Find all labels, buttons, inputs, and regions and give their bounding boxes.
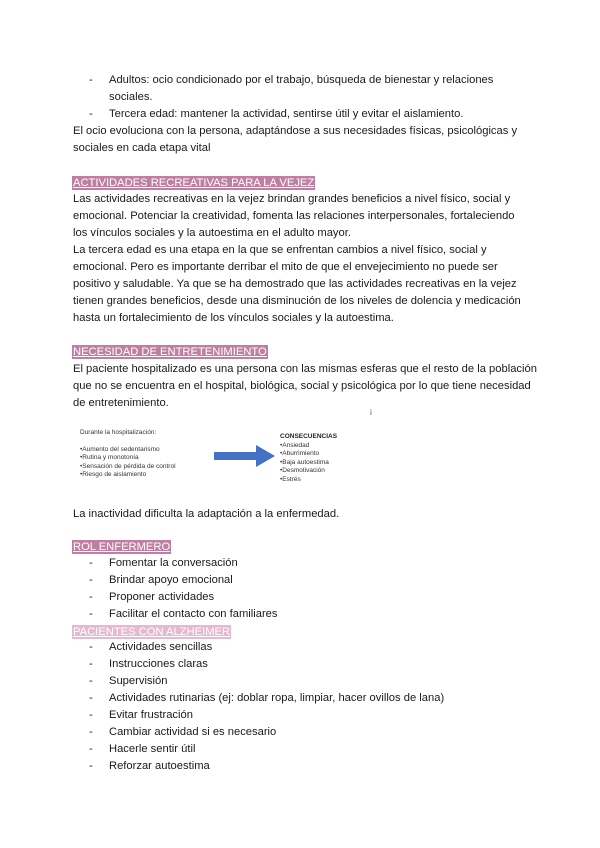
list-item [73,741,553,758]
bullet-dash: - [89,574,93,586]
paragraph-line: La tercera edad es una etapa en la que se enfrentan cambios a nivel físico, social y [73,244,487,256]
bullet-dash: - [89,608,93,620]
list-item [73,656,553,673]
list-item [73,72,553,106]
paragraph-line: emocional. Pero es importante derribar el mito de que el envejecimiento no puede ser [73,261,498,273]
bullet-text: Actividades rutinarias (ej: doblar ropa, limpiar, hacer ovillos de lana) [109,692,445,704]
bullet-text: Hacerle sentir útil [109,743,196,755]
bullet-text: Adultos: ocio condicionado por el trabajo, búsqueda de bienestar y relaciones [109,74,494,86]
bullet-text: Supervisión [109,675,168,687]
bullet-dash: - [89,726,93,738]
diagram-left-title: Durante la hospitalización: [80,429,157,436]
list-item [73,555,553,572]
section-heading-rol: ROL ENFERMERO [73,541,171,553]
list-item [73,724,553,741]
paragraph-line: El ocio evoluciona con la persona, adaptándose a sus necesidades físicas, psicológicas y [73,125,518,137]
diagram-left-item: •Rutina y monotonía [80,454,139,461]
diagram-right-item: •Desmotivación [280,467,325,474]
list-item [73,707,553,724]
bullet-dash: - [89,760,93,772]
diagram-left-item: •Aumento del sedentarismo [80,445,160,453]
paragraph-line: Las actividades recreativas en la vejez brindan grandes beneficios a nivel físico, social y [73,193,511,205]
list-item [73,673,553,690]
bullet-dash: - [89,658,93,670]
list-item [73,758,553,775]
bullet-dash: - [89,591,93,603]
section-heading-entretenimiento: NECESIDAD DE ENTRETENIMIENTO [73,346,267,358]
bullet-text: Proponer actividades [109,591,215,603]
paragraph-line: tienen grandes beneficios, desde una disminución de los niveles de dolencia y medicación [73,295,521,307]
bullet-dash: - [89,709,93,721]
diagram-right-item: •Ansiedad [280,441,310,449]
bullet-text: Facilitar el contacto con familiares [109,608,278,620]
list-item [73,606,553,623]
paragraph-line: positivo y saludable. Ya que se ha demostrado que las actividades recreativas en la vejez [73,278,517,290]
diagram-right-title: CONSECUENCIAS [280,433,338,440]
paragraph-line: emocional. Potenciar la creatividad, fomenta las relaciones interpersonales, fortaleciendo [73,210,515,222]
bullet-text: Reforzar autoestima [109,760,210,772]
diagram-right-item: •Aburrimiento [280,450,320,457]
right-arrow-icon [214,444,276,468]
bullet-text-cont: sociales. [109,91,153,103]
bullet-text: Actividades sencillas [109,641,213,653]
paragraph-line: que no se encuentra en el hospital, biológica, social y psicológica por lo que tiene necesidad [73,380,531,392]
diagram-left-box [80,429,220,480]
diagram-left-item: •Sensación de pérdida de control [80,462,176,470]
stray-mark: i [370,408,372,417]
paragraph-line: de entretenimiento. [73,397,169,409]
list-item [73,589,553,606]
bullet-text: Tercera edad: mantener la actividad, sentirse útil y evitar el aislamiento. [109,108,464,120]
list-item [73,690,553,707]
inactividad-statement: La inactividad dificulta la adaptación a la enfermedad. [73,508,340,520]
paragraph-line: los vínculos sociales y la autoestima en el adulto mayor. [73,227,351,239]
top-bullet-list [73,72,553,123]
bullet-text: Brindar apoyo emocional [109,574,233,586]
bullet-dash: - [89,743,93,755]
bullet-text: Instrucciones claras [109,658,208,670]
diagram-left-item: •Riesgo de aislamiento [80,471,147,478]
paragraph-line: hasta un fortalecimiento de los vínculos sociales y la autoestima. [73,312,394,324]
diagram-right-item: •Estrés [280,475,301,483]
alzheimer-bullet-list [73,639,553,775]
entretenimiento-paragraph [73,361,553,412]
bullet-dash: - [89,641,93,653]
diagram-right-box [280,433,380,484]
list-item [73,572,553,589]
recreativas-paragraph-1 [73,191,553,242]
bullet-text: Cambiar actividad si es necesario [109,726,277,738]
evolution-paragraph [73,123,553,157]
diagram-right-item: •Baja autoestima [280,458,329,466]
section-heading-alzheimer: PACIENTES CON ALZHEIMER [73,626,231,638]
bullet-text: Fomentar la conversación [109,557,238,569]
bullet-dash: - [89,74,93,86]
paragraph-line: El paciente hospitalizado es una persona con las mismas esferas que el resto de la población [73,363,537,375]
section-heading-recreativas: ACTIVIDADES RECREATIVAS PARA LA VEJEZ [73,177,315,189]
paragraph-line: sociales en cada etapa vital [73,142,211,154]
list-item [73,639,553,656]
bullet-dash: - [89,557,93,569]
bullet-dash: - [89,108,93,120]
bullet-dash: - [89,675,93,687]
bullet-text: Evitar frustración [109,709,193,721]
list-item [73,106,553,123]
recreativas-paragraph-2 [73,242,553,327]
rol-bullet-list [73,555,553,623]
bullet-dash: - [89,692,93,704]
